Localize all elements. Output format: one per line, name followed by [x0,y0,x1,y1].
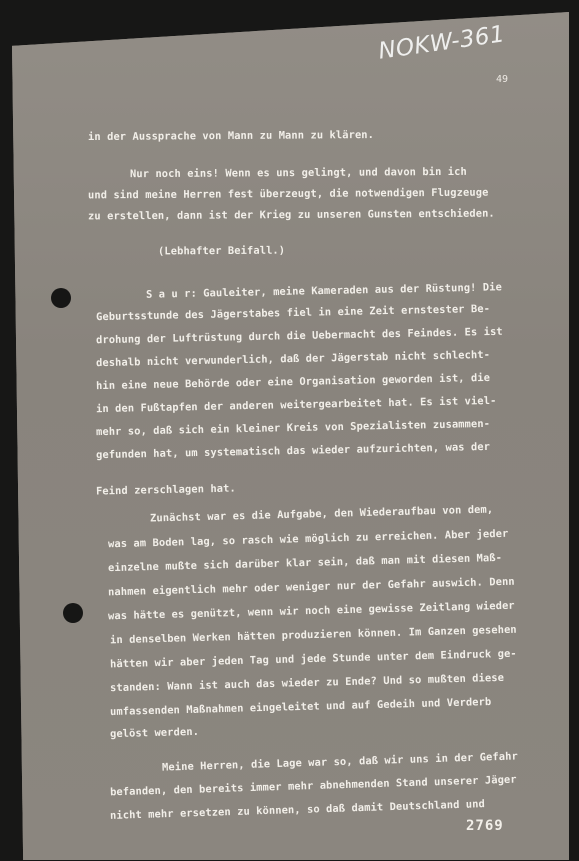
text-line: mehr so, daß sich ein kleiner Kreis von Spezialisten zusammen- [95,417,491,439]
text-line: nicht mehr ersetzen zu können, so daß damit Deutschland und [109,798,486,822]
text-line: was hätte es genützt, wenn wir noch eine gewisse Zeitlang wieder [107,599,515,623]
text-line: S a u r: Gauleiter, meine Kameraden aus der Rüstung! Die [145,281,503,301]
text-line: nahmen eigentlich mehr oder weniger nur der Gefahr auswich. Denn [107,575,515,599]
text-line: in der Aussprache von Mann zu Mann zu klären. [87,129,375,143]
text-line: Feind zerschlagen hat. [95,482,236,498]
text-line: Zunächst war es die Aufgabe, den Wiederaufbau von dem, [149,503,494,525]
punch-hole-bottom [63,603,83,623]
text-line: gelöst werden. [109,725,200,741]
text-line: drohung der Luftrüstung durch die Uebermacht des Feindes. Es ist [95,325,503,347]
document-number: 2769 [466,818,504,834]
text-line: Nur noch eins! Wenn es uns gelingt, und davon bin ich [129,165,467,181]
text-line: umfassenden Maßnahmen eingeleitet und auf Gedeih und Verderb [109,696,492,718]
text-line: gefunden hat, um systematisch das wieder aufzurichten, was der [95,440,491,462]
text-line: hätten wir aber jeden Tag und jede Stunde unter dem Eindruck ge- [109,647,517,671]
text-line: Geburtsstunde des Jägerstabes fiel in eine Zeit ernstester Be- [95,302,491,324]
text-line: hin eine neue Behörde oder eine Organisation geworden ist, die [95,371,491,393]
text-line: standen: Wann ist auch das wieder zu Ende? Und so mußten diese [109,671,505,695]
text-line: (Lebhafter Beifall.) [157,244,286,258]
text-line: einzelne mußte sich darüber klar sein, daß man mit diesen Maß- [107,551,503,575]
text-line: befanden, den bereits immer mehr abnehmenden Stand unserer Jäger [109,773,517,799]
punch-hole-top [51,288,71,308]
text-line: in den Fußtapfen der anderen weitergearbeitet hat. Es ist viel- [95,394,497,416]
text-line: Meine Herren, die Lage war so, daß wir uns in der Gefahr [161,750,519,774]
text-line: in denselben Werken hätten produzieren können. Im Ganzen gesehen [109,623,517,647]
text-line: zu erstellen, dann ist der Krieg zu unseren Gunsten entschieden. [87,207,495,223]
text-line: und sind meine Herren fest überzeugt, die notwendigen Flugzeuge [87,186,489,202]
archive-mark: NOKW-361 [376,21,507,65]
text-line: was am Boden lag, so rasch wie möglich zu erreichen. Aber jeder [107,527,509,551]
page-number: 49 [496,74,509,85]
text-line: deshalb nicht verwunderlich, daß der Jägerstab nicht schlecht- [95,348,491,370]
